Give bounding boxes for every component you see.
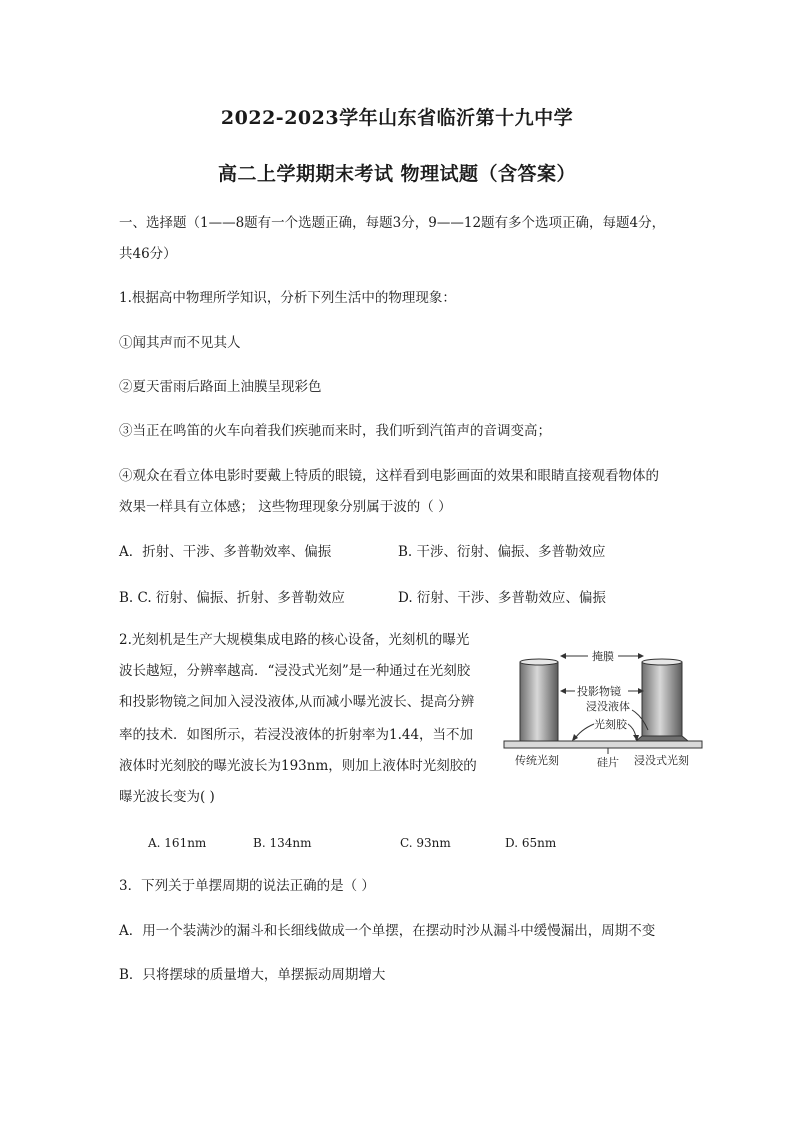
resist-label: 光刻胶 — [594, 718, 627, 731]
q2-line-5: 液体时光刻胶的曝光波长为193nm，则加上液体时光刻胶的 — [119, 758, 477, 774]
q1-item-4-cont: 效果一样具有立体感； 这些物理现象分别属于波的（ ） — [119, 499, 452, 515]
q1-stem: 1.根据高中物理所学知识，分析下列生活中的物理现象： — [119, 290, 456, 306]
q2-line-3: 和投影物镜之间加入浸没液体,从而减小曝光波长、提高分辨 — [119, 694, 475, 710]
q1-item-2: ②夏天雷雨后路面上油膜呈现彩色 — [119, 379, 322, 395]
left-lens-cylinder — [520, 662, 558, 741]
q2-option-a: A. 161nm — [148, 836, 207, 850]
q1-option-d: D. 衍射、干涉、多普勒效应、偏振 — [398, 590, 606, 606]
caption-immersion: 浸没式光刻 — [634, 754, 689, 767]
lens-label: 投影物镜 — [577, 685, 621, 698]
lithography-figure — [500, 644, 710, 774]
q2-option-d: D. 65nm — [505, 836, 557, 850]
section-heading: 一、选择题（1——8题有一个选题正确，每题3分，9——12题有多个选项正确，每题4分， — [119, 215, 666, 231]
caption-traditional: 传统光刻 — [515, 754, 559, 767]
q1-option-a: A．折射、干涉、多普勒效率、偏振 — [119, 544, 332, 560]
q2-line-6: 曝光波长变为( ) — [119, 789, 215, 805]
q1-option-c: B. C. 衍射、偏振、折射、多普勒效应 — [119, 590, 345, 606]
title-line-2: 高二上学期期末考试 物理试题（含答案） — [217, 163, 577, 185]
mask-label: 掩膜 — [592, 650, 614, 663]
q1-option-b: B. 干涉、衍射、偏振、多普勒效应 — [398, 544, 606, 560]
q3-option-a: A．用一个装满沙的漏斗和长细线做成一个单摆，在摆动时沙从漏斗中缓慢漏出，周期不变 — [119, 923, 656, 939]
liquid-label: 浸没液体 — [586, 700, 630, 713]
right-lens-cylinder — [642, 662, 682, 737]
wafer-plate — [504, 741, 702, 748]
q3-option-b: B．只将摆球的质量增大，单摆振动周期增大 — [119, 967, 386, 983]
q2-line-4: 率的技术．如图所示，若浸没液体的折射率为1.44，当不加 — [119, 727, 474, 743]
section-heading-cont: 共46分） — [119, 246, 177, 262]
q3-stem: 3．下列关于单摆周期的说法正确的是（ ） — [119, 878, 375, 894]
immersion-liquid — [636, 736, 688, 741]
q1-item-1: ①闻其声而不见其人 — [119, 335, 241, 351]
q2-option-c: C. 93nm — [400, 836, 451, 850]
q2-line-2: 波长越短，分辨率越高．“浸没式光刻”是一种通过在光刻胶 — [119, 663, 471, 679]
wafer-label: 硅片 — [597, 756, 619, 769]
q2-line-1: 2.光刻机是生产大规模集成电路的核心设备，光刻机的曝光 — [119, 632, 470, 648]
q1-item-4: ④观众在看立体电影时要戴上特质的眼镜，这样看到电影画面的效果和眼睛直接观看物体的 — [119, 468, 659, 484]
q1-item-3: ③当正在鸣笛的火车向着我们疾驰而来时，我们听到汽笛声的音调变高； — [119, 423, 551, 439]
q2-option-b: B. 134nm — [253, 836, 312, 850]
title-line-1: 2022-2023学年山东省临沂第十九中学 — [220, 107, 574, 129]
